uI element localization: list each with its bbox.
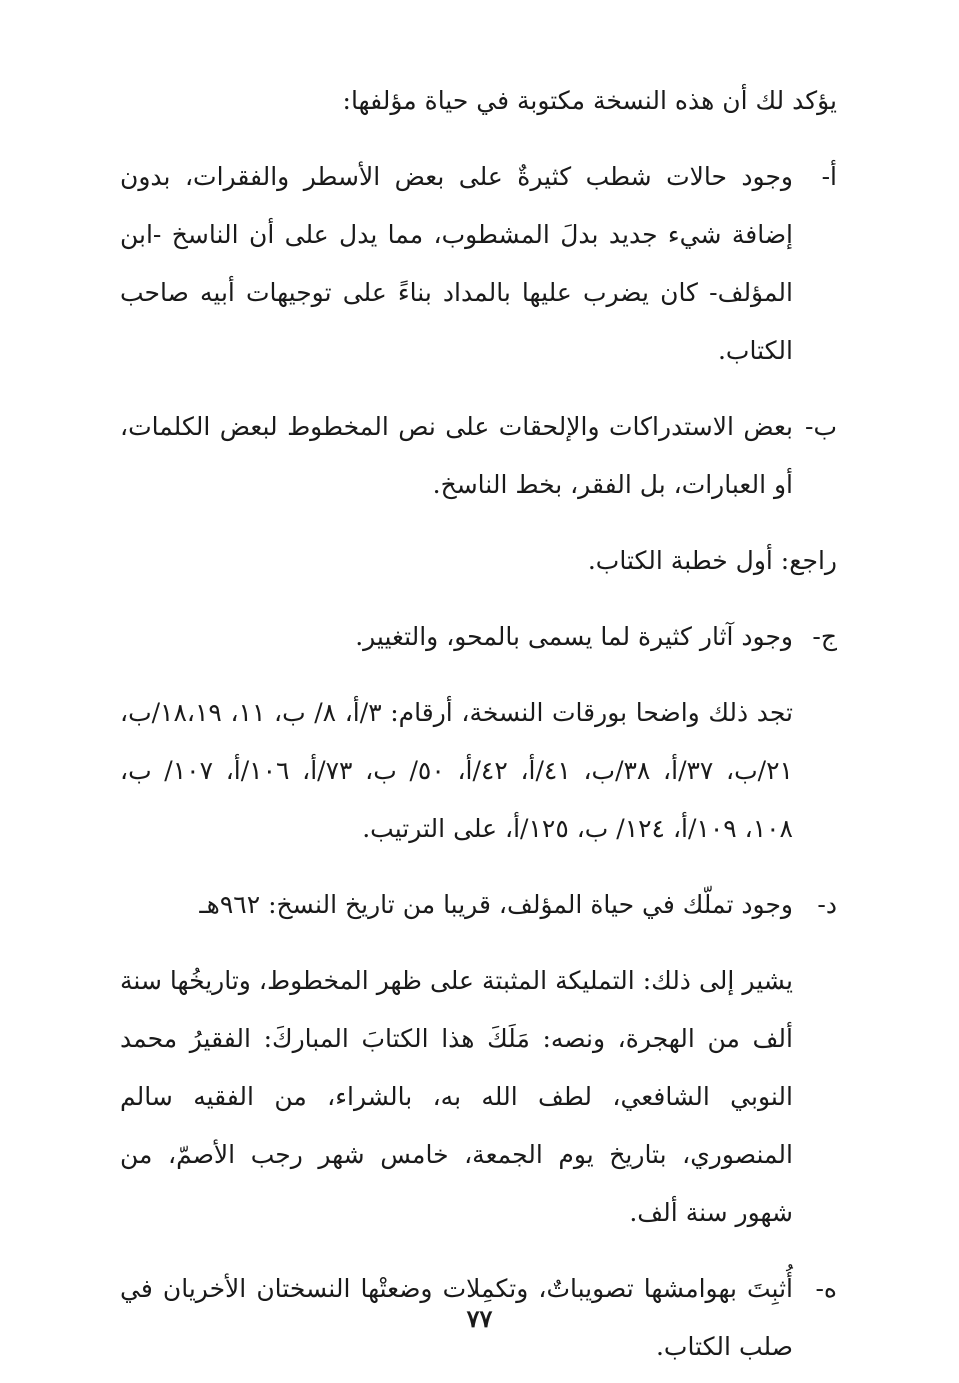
item-marker: ب- — [805, 412, 837, 441]
item-marker: أ- — [821, 162, 837, 191]
reference-note: راجع: أول خطبة الكتاب. — [587, 546, 837, 575]
page-number: ٧٧ — [466, 1304, 493, 1333]
item-marker: ج- — [812, 622, 837, 651]
item-text: وجود حالات شطب كثيرةٌ على بعض الأسطر والفقرات، بدون إضافة شيء جديد بدلَ المشطوب، مما يدل على أن الناسخ -ابن المؤلف- كان يضرب عليها بالمداد بناءً على توجيهات أبيه صاحب الكتاب. — [120, 162, 793, 365]
folio-references: تجد ذلك واضحا بورقات النسخة، أرقام: ٣/أ، ٨/ ب، ١١، ١٨،١٩/ب، ٢١/ب، ٣٧/أ، ٣٨/ب، ٤١/أ، ٤٢/أ، ٥٠/ ب، ٧٣/أ، ١٠٦/أ، ١٠٧/ ب، ١٠٨، ١٠٩/أ، ١٢٤/ ب، ١٢٥/أ، على الترتيب. — [120, 698, 794, 843]
list-item-d — [120, 876, 837, 934]
page-body — [120, 72, 837, 1376]
list-item-b — [120, 398, 837, 514]
item-marker: ه- — [815, 1274, 837, 1303]
list-item-a — [120, 148, 837, 380]
list-item-c — [120, 608, 837, 666]
item-marker: د- — [817, 890, 837, 919]
item-text: وجود آثار كثيرة لما يسمى بالمحو، والتغيير. — [355, 622, 793, 651]
ownership-note: يشير إلى ذلك: التمليكة المثبتة على ظهر المخطوط، وتاريخُها سنة ألف من الهجرة، ونصه: مَلَكَ هذا الكتابَ المباركَ: الفقيرُ محمد النوبي الشافعي، لطف الله به، بالشراء، من الفقيه سالم المنصوري، بتاريخ يوم الجمعة، خامس شهر رجب الأصمّ، من شهور سنة ألف. — [120, 966, 794, 1227]
item-text: بعض الاستدراكات والإلحقات على نص المخطوط لبعض الكلمات، أو العبارات، بل الفقر، بخط الناسخ. — [120, 412, 793, 499]
intro-line: يؤكد لك أن هذه النسخة مكتوبة في حياة مؤلفها: — [342, 86, 837, 115]
item-text: أُثبِتَ بهوامشها تصويباتٌ، وتكمِلات وضعتْها النسختان الأخريان في صلب الكتاب. — [120, 1274, 793, 1361]
item-text: وجود تملّك في حياة المؤلف، قريبا من تاريخ النسخ: ٩٦٢هـ — [199, 890, 793, 919]
